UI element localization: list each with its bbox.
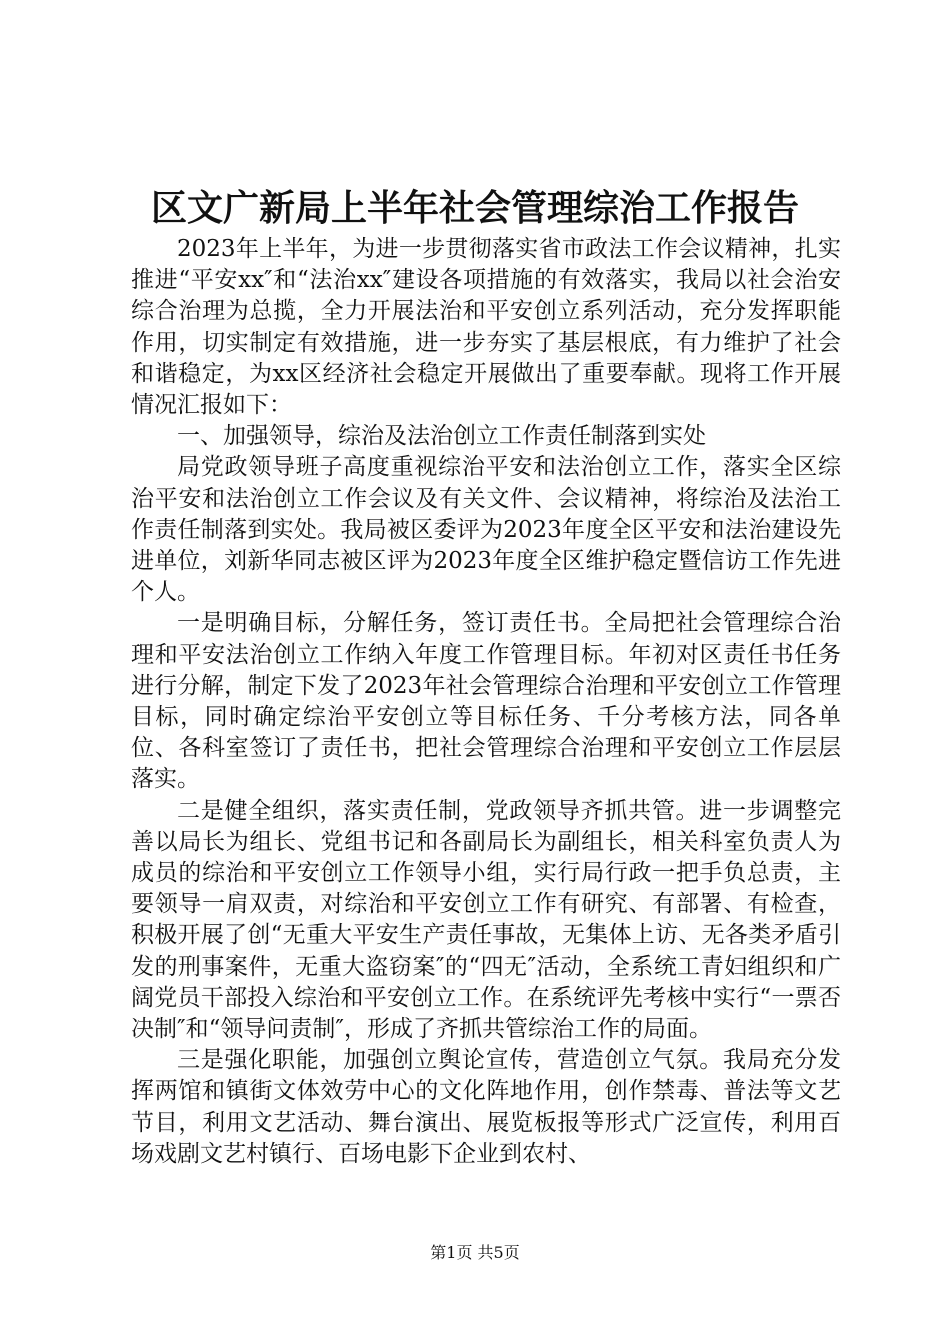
intro-paragraph: 2023年上半年，为进一步贯彻落实省市政法工作会议精神，扎实推进“平安xx″和“法治xx″建设各项措施的有效落实，我局以社会治安综合治理为总揽，全力开展法治和平安创立系列活动，充分发挥职能作用，切实制定有效措施，进一步夯实了基层根底，有力维护了社会和谐稳定，为xx区经济社会稳定开展做出了重要奉献。现将工作开展情况汇报如下： bbox=[131, 236, 841, 419]
body-paragraph: 三是强化职能，加强创立舆论宣传，营造创立气氛。我局充分发挥两馆和镇街文体效劳中心的文化阵地作用，创作禁毒、普法等文艺节目，利用文艺活动、舞台演出、展览板报等形式广泛宣传，利用百场戏剧文艺村镇行、百场电影下企业到农村、 bbox=[131, 1047, 841, 1167]
document-title: 区文广新局上半年社会管理综治工作报告 bbox=[150, 187, 799, 229]
body-paragraph: 局党政领导班子高度重视综治平安和法治创立工作，落实全区综治平安和法治创立工作会议及有关文件、会议精神，将综治及法治工作责任制落到实处。我局被区委评为2023年度全区平安和法治建设先进单位，刘新华同志被区评为2023年度全区维护稳定暨信访工作先进个人。 bbox=[131, 454, 841, 606]
page-footer: 第1页 共5页 bbox=[430, 1243, 520, 1262]
body-paragraph: 二是健全组织，落实责任制，党政领导齐抓共管。进一步调整完善以局长为组长、党组书记和各副局长为副组长，相关科室负责人为成员的综治和平安创立工作领导小组，实行局行政一把手负总责，主要领导一肩双责，对综治和平安创立工作有研究、有部署、有检查，积极开展了创“无重大平安生产责任事故，无集体上访、无各类矛盾引发的刑事案件，无重大盗窃案″的“四无″活动，全系统工青妇组织和广阔党员干部投入综治和平安创立工作。在系统评先考核中实行“一票否决制″和“领导问责制″，形成了齐抓共管综治工作的局面。 bbox=[131, 797, 841, 1043]
body-paragraph: 一是明确目标，分解任务，签订责任书。全局把社会管理综合治理和平安法治创立工作纳入年度工作管理目标。年初对区责任书任务进行分解，制定下发了2023年社会管理综合治理和平安创立工作管理目标，同时确定综治平安创立等目标任务、千分考核方法，同各单位、各科室签订了责任书，把社会管理综合治理和平安创立工作层层落实。 bbox=[131, 610, 841, 793]
section-heading: 一、加强领导，综治及法治创立工作责任制落到实处 bbox=[177, 423, 706, 450]
document-body bbox=[131, 234, 841, 1170]
